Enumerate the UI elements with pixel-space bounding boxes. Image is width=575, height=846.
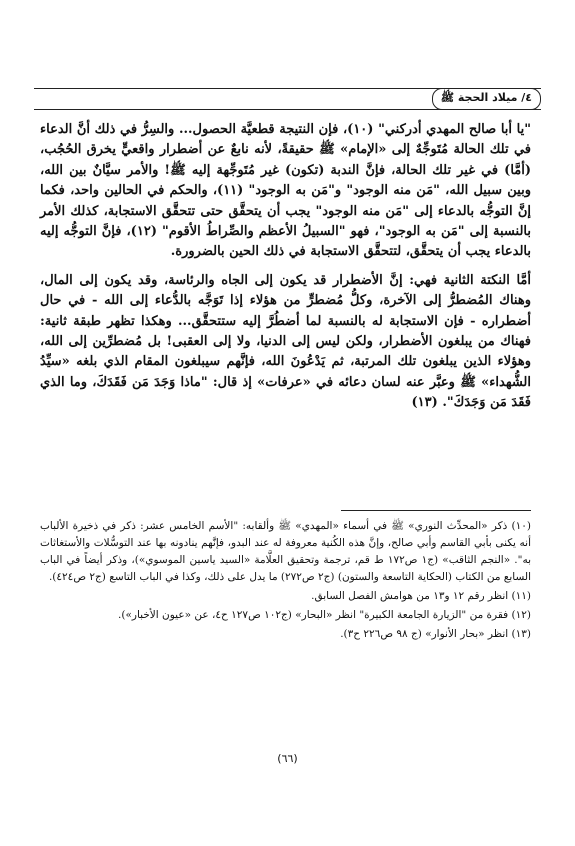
footnote-11: (١١) انظر رقم ١٢ و١٣ من هوامش الفصل السابق.: [311, 590, 531, 602]
paragraph-2: أمَّا النكتة الثانية فهي: إنَّ الأضطرار قد يكون إلى الجاه والرئاسة، وقد يكون إلى المال، وهناك المُضطرُّ إلى الآخرة، وكلُّ مُضطرٍّ من هؤلاء إذا تَوَجَّه بالدُّعاء إلى الله - في حال أضطراره - فإن الاستجابة له بالنسبة لما أضطُرَّ إليه ستتحقَّق... وهكذا تظهر طبقة ثانية: فهناك من يبلغون الأضطرار، ولكن ليس إلى الدنيا، ولا إلى العقبى! بل مُضطرِّين إلى الله، وهؤلاء الذين يبلغون تلك المرتبة، ثم يَدْعُونَ الله، فإنَّهم سيبلغون المقام الذي بلغه «سيِّدُ الشُّهداء» ﷺ وعبَّر عنه لسان دعائه في «عرفات» إذ قال: "ماذا وَجَدَ مَن فَقَدَكَ، وما الذي فَقَدَ مَن وَجَدَكَ". (١٣): [40, 272, 531, 411]
main-text: [40, 120, 531, 422]
running-header: [34, 88, 541, 110]
page-number: (٦٦): [277, 752, 298, 765]
footnotes: [40, 518, 531, 645]
footnote-13: (١٣) انظر «بحار الأنوار» (ج ٩٨ ص٢٢٦ ح٣).: [340, 628, 531, 640]
chapter-title: ٤/ ميلاد الحجة ﷺ: [432, 88, 541, 110]
footnote-10: (١٠) ذكر «المحدِّث النوري» ﷺ في أسماء «المهدي» ﷺ وألقابه: "الأسم الخامس عشر: ذكر في ذخيرة الألباب أنه يكنى بأبي القاسم وأبي صالح، وإنَّ هذه الكُنية معروفة له عند البدو، فإنَّهم ينادونه بها عند التوسُّلات والأستغاثات به". «النجم الثاقب» (ج١ ص١٧٢ ط قم، ترجمة وتحقيق العلَّامة «السيد ياسين الموسوي»)، وذكر أيضاً في الباب السابع من الكتاب (الحكاية التاسعة والستون) (ج٢ ص٢٧٢) ما يدل على ذلك، وكذا في الباب التاسع (ج٢ ص٤٢٤).: [40, 520, 531, 583]
paragraph-1: "يا أبا صالح المهدي أدركني" (١٠)، فإن النتيجة قطعيَّة الحصول... والسِرُّ في ذلك أنَّ الدعاء في تلك الحالة مُتَوجِّهٌ إلى «الإمام» ﷺ حقيقةً، لأنه نابعٌ عن أضطرار واقعيٍّ يخرق الحُجُب، (أمَّا) في غير تلك الحالة، فإنَّ الندبة (تكون) غير مُتَوجِّهة إليه ﷺ! والأمر سيَّانٌ بين الله، وبين سبيل الله، "مَن منه الوجود" و"مَن به الوجود" (١١)، والحكم في الحالين واحد، فكما إنَّ التوجُّه بالدعاء إلى "مَن منه الوجود" يجب أن يتحقَّق حتى تتحقَّق الاستجابة، كذلك الأمر بالنسبة إلى "مَن به الوجود"، فهو "السبيلُ الأعظم والصِّراطُ الأقوم" (١٢)، فإنَّ التوجُّه إليه بالدعاء يجب أن يتحقَّق، لتتحقَّق الاستجابة في ذلك الحين بالضرورة.: [40, 122, 531, 260]
footnote-12: (١٢) فقرة من "الزيارة الجامعة الكبيرة" انظر «البحار» (ج١٠٢ ص١٢٧ ح٤، عن «عيون الأخبار»).: [118, 609, 531, 621]
footnote-divider: [341, 510, 531, 511]
